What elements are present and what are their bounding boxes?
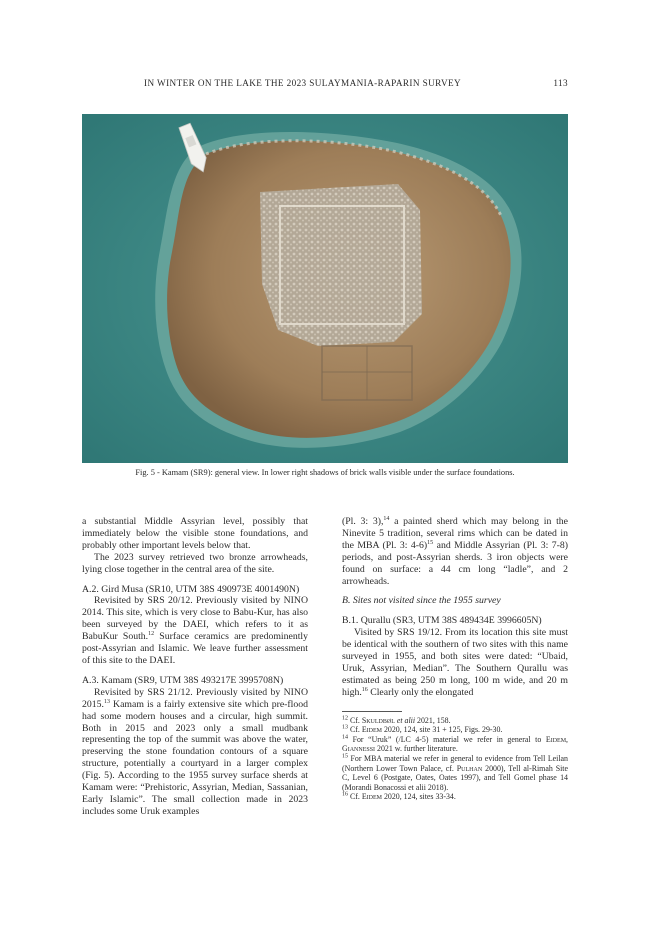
running-title: IN WINTER ON THE LAKE THE 2023 SULAYMANIA-RAPARIN SURVEY bbox=[144, 78, 462, 88]
figure-aerial-photo bbox=[82, 114, 568, 463]
paragraph: a substantial Middle Assyrian level, possibly that immediately below the visible stone foundations, and probably other important levels below that. bbox=[82, 516, 308, 551]
footnote-ref[interactable]: 15 bbox=[427, 539, 434, 546]
aerial-photo-kamam bbox=[82, 114, 568, 463]
stone-foundation-area bbox=[260, 184, 422, 346]
footnote: $^{12}$ Cf. Skuldbøl et alii 2021, 158. bbox=[342, 715, 451, 725]
footnote: $^{15}$ For MBA material we refer in general to evidence from Tell Leilan (Northern Lower Town Palace, cf. Pulhan 2000), Tell al-Rimah Site C, Level 6 (Postgate, Oates, Oates 1997), and Tell Gomel phase 14 (Morandi Bonacossi et alii 2018). bbox=[342, 753, 568, 792]
left-column bbox=[82, 516, 308, 818]
footnote-divider bbox=[342, 711, 402, 712]
footnote-ref[interactable]: 13 bbox=[103, 698, 110, 705]
footnote: $^{13}$ Cf. Eidem 2020, 124, site 31 + 125, Figs. 29-30. bbox=[342, 724, 503, 735]
paragraph: Revisited by SRS 21/12. Previously visited by NINO 2015.13 Kamam is a fairly extensive site which pre-flood had some modern houses and a circular, high summit. Both in 2015 and 2023 only a small mudbank representing the top of the summit was above the water, preserving the stone foundation contours of a square structure, potentially a courtyard in a larger complex (Fig. 5). According to the 1955 survey surface sherds at Kamam were: “Prehistoric, Assyrian, Median, Sassanian, Early Islamic”. The small collection made in 2023 includes some Uruk examples bbox=[82, 686, 308, 817]
paragraph: Revisited by SRS 20/12. Previously visited by NINO 2014. This site, which is very close to Babu-Kur, has also been surveyed by the DAEI, which refers to it as BabuKur South.$^{12}$ Surface ceramics are predominently post-Assyrian and Islamic. We leave further assessment of this site to the DAEI. bbox=[82, 595, 309, 666]
section-heading: A.3. Kamam (SR9, UTM 38S 493217E 3995708N) bbox=[82, 674, 284, 686]
footnote: $^{14}$ For “Uruk” (/LC 4-5) material we refer in general to Eidem, Giannessi 2021 w. further literature. bbox=[342, 734, 568, 754]
section-heading: B.1. Qurallu (SR3, UTM 38S 489434E 3996605N) bbox=[342, 615, 542, 627]
paragraph: (Pl. 3: 3),$^{14}$ a painted sherd which may belong in the Ninevite 5 tradition, several rims which can be dated in the MBA (Pl. 3: 4-6)$^{15}$ and Middle Assyrian (Pl. 3: 7-8) periods, and post-Assyrian sherds. 3 iron objects were found on surface: a 44 cm long “ladle”, and 2 arrowheads. bbox=[342, 515, 569, 587]
footnotes bbox=[342, 716, 568, 802]
section-heading: B. Sites not visited since the 1955 survey bbox=[342, 595, 501, 607]
footnote-ref[interactable]: 16 bbox=[361, 686, 368, 693]
paragraph: Visited by SRS 19/12. From its location this site must be identical with the southern of two sites with this name surveyed in 1955, and both sites were dated: “Ubaid, Uruk, Assyrian, Median”. The Southern Qurallu was estimated as being 250 m long, 100 m wide, and 20 m high.$^{16}$ Clearly only the elongated bbox=[342, 627, 568, 698]
figure-caption: Fig. 5 - Kamam (SR9): general view. In lower right shadows of brick walls visible under the surface foundations. bbox=[135, 468, 515, 477]
paragraph: The 2023 survey retrieved two bronze arrowheads, lying close together in the central area of the site. bbox=[82, 551, 308, 575]
footnote: $^{16}$ Cf. Eidem 2020, 124, sites 33-34. bbox=[342, 791, 456, 802]
section-heading: A.2. Gird Musa (SR10, UTM 38S 490973E 4001490N) bbox=[82, 583, 300, 595]
page-number: 113 bbox=[553, 78, 568, 88]
footnote-ref[interactable]: 14 bbox=[383, 515, 390, 522]
footnote-ref[interactable]: 12 bbox=[148, 630, 155, 637]
right-column bbox=[342, 516, 568, 802]
